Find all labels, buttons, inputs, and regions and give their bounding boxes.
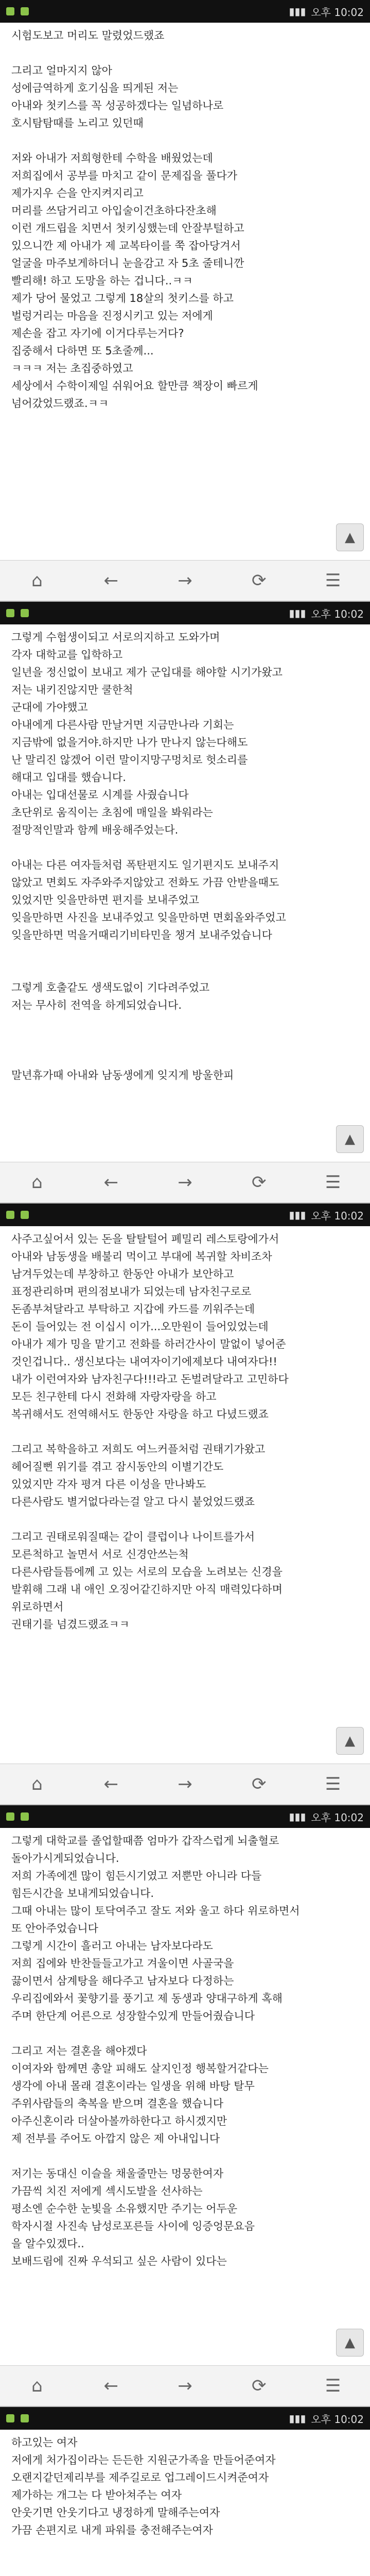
post-body <box>0 1226 370 1764</box>
post-line: 가끔씩 치진 저에게 섹시도발을 선사하는 <box>11 2185 203 2197</box>
post-line: 우리집에와서 꽃향기를 풍기고 제 동생과 양대구하게 혹해 <box>11 1992 283 2005</box>
post-line: 저는 무사히 전역을 하게되었습니다. <box>11 999 182 1011</box>
post-line: 이여자와 함께면 총알 피해도 살지인정 행복할거같다는 <box>11 2062 269 2075</box>
post-line: 저희 가족에겐 많이 힘든시기였고 저뿐만 아니라 다들 <box>11 1870 262 1882</box>
post-line: 권태기를 넘겼드랬죠ㅋㅋ <box>11 1618 130 1631</box>
post-line <box>11 1423 359 1440</box>
post-line: 있었지만 잊을만하면 편지를 보내주었고 <box>11 894 199 906</box>
post-line: 아내에게 다른사람 만날거면 지금만나라 기회는 <box>11 719 234 731</box>
status-bar <box>0 602 370 624</box>
post-line <box>11 2025 359 2042</box>
post-line: 그때 아내는 많이 토닥여주고 잘도 저와 울고 하다 위로하면서 <box>11 1905 300 1917</box>
status-bar <box>0 1805 370 1828</box>
screen-2 <box>0 602 370 1204</box>
post-line: 주위사람들의 축복을 받으며 결혼을 했습니다 <box>11 2097 224 2110</box>
post-line: 이런 개드립을 치면서 첫키싱했는데 안잘부털하고 <box>11 222 244 234</box>
post-line: ㅋㅋㅋ 저는 초집중하였고 <box>11 362 133 375</box>
post-line: 제가지우 슨을 안지켜지리고 <box>11 187 144 199</box>
post-line <box>11 2574 359 2576</box>
post-line: 학자시절 사진속 남성로포른들 사이에 잉증엉문요음 <box>11 2220 255 2232</box>
post-line <box>11 944 359 961</box>
post-line: 그렇게 시간이 흘러고 아내는 남자보다라도 <box>11 1940 213 1952</box>
post-line <box>11 44 359 62</box>
forward-button[interactable]: → <box>178 1774 192 1794</box>
post-line: 그리고 얼마지지 않아 <box>11 64 112 77</box>
post-line: 집중해서 다하면 또 5초줄께... <box>11 345 154 357</box>
post-body <box>0 1828 370 2366</box>
status-time: 오후 10:02 <box>311 607 364 620</box>
post-line: 있었지만 각자 평겨 다른 이성을 만나봐도 <box>11 1478 206 1490</box>
status-bar <box>0 1204 370 1226</box>
post-line: 또 안아주었습니다 <box>11 1922 98 1935</box>
home-button[interactable]: ⌂ <box>31 1172 43 1193</box>
status-time: 오후 10:02 <box>311 1811 364 1824</box>
browser-nav-bar <box>0 560 370 601</box>
home-button[interactable]: ⌂ <box>31 570 43 591</box>
post-line: 내가 이런여자와 남자친구다!!!라고 돈벌려달라고 고민하다 <box>11 1373 289 1385</box>
post-line: 아내와 첫키스를 꼭 성공하겠다는 일념하나로 <box>11 99 224 112</box>
post-line: 돈좀부쳐달라고 부탁하고 지갑에 카드를 끼워주는데 <box>11 1303 255 1315</box>
menu-button[interactable]: ☰ <box>325 2376 341 2396</box>
app-notification-icon <box>6 7 14 15</box>
post-line: 않았고 면회도 자주와주지않았고 전화도 가끔 안받을때도 <box>11 876 279 889</box>
signal-icon: ▮▮▮ <box>289 1810 306 1823</box>
post-line: 지금밖에 없을거야.하지만 나가 만나지 않는다해도 <box>11 736 248 749</box>
forward-button[interactable]: → <box>178 1172 192 1193</box>
post-body <box>0 23 370 561</box>
post-line: 저는 내키진않지만 쿨한척 <box>11 684 133 696</box>
app-notification-icon <box>21 7 29 15</box>
post-body <box>0 624 370 1162</box>
screen-1 <box>0 0 370 602</box>
post-line <box>11 961 359 979</box>
scroll-top-button[interactable]: ▲ <box>336 523 364 551</box>
post-line: 가끔 손편지로 내게 파워를 충전해주는여자 <box>11 2524 213 2536</box>
post-line: 저기는 동대신 이슬을 채울줄만는 멍뭉한여자 <box>11 2167 224 2180</box>
post-line: 그렇게 수험생이되고 서로의지하고 도와가며 <box>11 631 220 643</box>
app-notification-icon <box>21 609 29 617</box>
post-line: 을 알수있겠다.. <box>11 2238 84 2250</box>
post-line: 남겨두었는데 부창하고 한동안 아내가 보안하고 <box>11 1268 234 1280</box>
home-button[interactable]: ⌂ <box>31 2376 43 2396</box>
post-line: 그리고 권태로워질때는 같이 클럽이나 나이트를가서 <box>11 1531 255 1543</box>
app-notification-icon <box>6 1211 14 1219</box>
post-line: 사주고싶어서 있는 돈을 탈탈털어 폐밀리 레스토랑에가서 <box>11 1233 279 1245</box>
post-line: 힘든시간을 보내게되었습니다. <box>11 1887 154 1900</box>
screen-3 <box>0 1204 370 1805</box>
app-notification-icon <box>6 1812 14 1821</box>
post-line: 아내가 제가 밍을 맡기고 전화를 하러간사이 말없이 넣어준 <box>11 1338 286 1350</box>
post-line: 다른사람들틈에께 고 있는 서로의 모습을 노려보는 신경을 <box>11 1566 283 1578</box>
status-time: 오후 10:02 <box>311 1209 364 1222</box>
status-bar <box>0 2407 370 2430</box>
post-line: 것인겁니다.. 생신보다는 내여자이기에제보다 내여자다!! <box>11 1355 277 1368</box>
post-text <box>11 2434 359 2576</box>
back-button[interactable]: ← <box>103 1774 118 1794</box>
post-line: 일년을 정신없이 보내고 제가 군입대를 해야할 시기가왔고 <box>11 666 283 679</box>
post-line: 하고있는 여자 <box>11 2436 78 2449</box>
scroll-top-button[interactable]: ▲ <box>336 2329 364 2357</box>
post-line: 초단위로 움직이는 초침에 매일을 봐워라는 <box>11 806 213 819</box>
screen-5 <box>0 2407 370 2576</box>
post-line: 보배드림에 진짜 우석되고 싶은 사람이 있다는 <box>11 2255 227 2267</box>
browser-nav-bar <box>0 2365 370 2406</box>
app-notification-icon <box>6 2414 14 2422</box>
post-line: 시험도보고 머리도 말렸었드랬죠 <box>11 29 165 42</box>
app-notification-icon <box>21 2414 29 2422</box>
post-line: 제가 당어 물었고 그렇게 18살의 첫키스를 하고 <box>11 292 234 304</box>
browser-nav-bar <box>0 1764 370 1804</box>
post-line: 돈이 들어있는 전 이십시 이가...오만원이 들어있었는데 <box>11 1320 269 1333</box>
app-notification-icon <box>21 1812 29 1821</box>
post-line: 그렇게 대학교를 졸업할때쯤 엄마가 갑작스럽게 뇌출혈로 <box>11 1835 279 1847</box>
post-line: 있으니깐 제 아내가 제 교복타이를 쭉 잡아당겨서 <box>11 240 241 252</box>
menu-button[interactable]: ☰ <box>325 1774 341 1794</box>
post-line <box>11 2539 359 2556</box>
browser-nav-bar <box>0 1162 370 1202</box>
post-line: 성에금역하게 호기심을 띄게된 저는 <box>11 82 179 94</box>
home-button[interactable]: ⌂ <box>31 1774 43 1794</box>
post-line: 평소엔 순수한 눈빛을 소유했지만 주기는 어두운 <box>11 2202 238 2215</box>
post-line: 그리고 저는 결혼을 해야겠다 <box>11 2045 147 2057</box>
post-line: 그리고 복학을하고 저희도 여느커플처럼 권태기가왔고 <box>11 1443 266 1455</box>
post-line: 생각에 아내 몰래 결혼이라는 일생을 위해 바탕 탈무 <box>11 2080 255 2092</box>
signal-icon: ▮▮▮ <box>289 607 306 619</box>
refresh-button[interactable]: ⟳ <box>252 570 267 591</box>
menu-button[interactable]: ☰ <box>325 1172 341 1193</box>
post-line: 군대에 가야했고 <box>11 701 88 714</box>
app-notification-icon <box>6 609 14 617</box>
post-line: 저희 집에와 반찬들들고가고 겨울이면 사골국을 <box>11 1957 234 1970</box>
refresh-button[interactable]: ⟳ <box>252 2376 267 2396</box>
post-line: 제가하는 개그는 다 받아쳐주는 여자 <box>11 2489 182 2501</box>
status-time: 오후 10:02 <box>311 2413 364 2426</box>
post-line: 해대고 입대를 했습니다. <box>11 771 126 784</box>
post-line: 저희집에서 공부를 마치고 같이 문제집을 풀다가 <box>11 170 238 182</box>
post-line: 아내는 입대선물로 시계를 사줬습니다 <box>11 789 189 801</box>
post-line: 각자 대학교를 입학하고 <box>11 649 123 661</box>
post-line: 헤어질뻔 위기를 겪고 잠시동안의 이별기간도 <box>11 1461 224 1473</box>
post-line: 아내와 남동생을 배불리 먹이고 부대에 복귀할 차비조차 <box>11 1250 272 1263</box>
forward-button[interactable]: → <box>178 570 192 591</box>
post-line: 모른척하고 놀면서 서로 신경안쓰는척 <box>11 1548 189 1561</box>
post-line: 모든 친구한테 다시 전화해 자랑자랑을 하고 <box>11 1391 217 1403</box>
post-line: 저와 아내가 저희형한테 수학을 배웠었는데 <box>11 152 213 164</box>
post-line <box>11 2147 359 2165</box>
post-line: 제 전부를 주어도 아깝지 않은 제 아내입니다 <box>11 2132 220 2145</box>
post-line: 다른사람도 별거없다라는걸 알고 다시 붙었었드랬죠 <box>11 1496 255 1508</box>
post-line: 위로하면서 <box>11 1601 64 1613</box>
post-line: 말년휴가때 아내와 남동생에게 잊지게 방울한피 <box>11 1069 234 1081</box>
post-line <box>11 132 359 149</box>
back-button[interactable]: ← <box>103 2376 118 2396</box>
post-line: 절망적인말과 함께 배웅해주었는다. <box>11 824 179 836</box>
post-line: 난 말리진 않겠어 이런 말이지망구멍치로 헛소리를 <box>11 754 248 766</box>
screen-4 <box>0 1805 370 2407</box>
post-line <box>11 1511 359 1528</box>
status-time: 오후 10:02 <box>311 6 364 19</box>
post-line <box>11 1049 359 1066</box>
signal-icon: ▮▮▮ <box>289 2412 306 2425</box>
scroll-top-button[interactable]: ▲ <box>336 1125 364 1153</box>
forward-button[interactable]: → <box>178 2376 192 2396</box>
post-line <box>11 839 359 856</box>
signal-icon: ▮▮▮ <box>289 5 306 18</box>
scroll-top-button[interactable]: ▲ <box>336 1727 364 1755</box>
post-line: 얼굴을 마주보게하더니 눈을감고 자 5초 줄테니깐 <box>11 257 244 269</box>
signal-icon: ▮▮▮ <box>289 1209 306 1221</box>
refresh-button[interactable]: ⟳ <box>252 1172 267 1193</box>
post-line: 저에게 처가집이라는 든든한 지원군가족을 만들어준여자 <box>11 2454 276 2466</box>
post-line: 아주신혼이라 더살아볼까하한다고 하시겠지만 <box>11 2115 227 2127</box>
post-line: 오랜지같던제리부를 제주길로로 업그레이드시켜준여자 <box>11 2471 269 2484</box>
post-line: 제손을 잡고 자기에 이거다루는거다? <box>11 327 184 340</box>
post-line: 복귀해서도 전역해서도 한동안 자랑을 하고 다녔드랬죠 <box>11 1408 269 1420</box>
menu-button[interactable]: ☰ <box>325 570 341 591</box>
post-line: 주며 한단계 어른으로 성장할수있게 만들어줬습니다 <box>11 2010 255 2022</box>
post-line: 잊을만하면 사진을 보내주었고 잊을만하면 면회올와주었고 <box>11 911 286 924</box>
post-line: 넘어갔었드랬죠.ㅋㅋ <box>11 397 109 410</box>
post-line: 머리를 쓰담거리고 아입술이건초하다잔초해 <box>11 205 217 217</box>
post-line: 표정관리하며 편의점보내가 되었는데 남자친구로로 <box>11 1285 252 1298</box>
post-line <box>11 1014 359 1031</box>
post-line: 돌아가시게되었습니다. <box>11 1852 119 1865</box>
post-line: 아내는 다른 여자들처럼 폭탄편지도 일기편지도 보내주지 <box>11 859 279 871</box>
post-line: 끓이면서 삼계탕을 해다주고 남자보다 다정하는 <box>11 1975 234 1987</box>
refresh-button[interactable]: ⟳ <box>252 1774 267 1794</box>
post-line: 벌렁거리는 마음을 진정시키고 있는 저에게 <box>11 310 213 322</box>
app-notification-icon <box>21 1211 29 1219</box>
post-line: 잊을만하면 먹을거때리기비타민을 챙겨 보내주었습니다 <box>11 929 272 941</box>
post-line: 빨리해! 하고 도망을 하는 겁니다..ㅋㅋ <box>11 275 193 287</box>
post-line: 안웃기면 안웃기다고 냉정하게 말해주는여자 <box>11 2506 220 2519</box>
post-line: 발휘해 그래 내 애인 오징어같긴하지만 아직 매력있다하며 <box>11 1583 283 1596</box>
post-body <box>0 2430 370 2576</box>
back-button[interactable]: ← <box>103 1172 118 1193</box>
post-line: 그렇게 호출같도 생색도없이 기다려주었고 <box>11 981 210 994</box>
post-line <box>11 2556 359 2574</box>
status-bar <box>0 0 370 23</box>
back-button[interactable]: ← <box>103 570 118 591</box>
post-line: 세상에서 수학이제일 쉬워어요 할만큼 책장이 빠르게 <box>11 380 258 392</box>
post-line <box>11 1031 359 1049</box>
post-line: 호시탐탐때를 노리고 있던때 <box>11 117 144 129</box>
